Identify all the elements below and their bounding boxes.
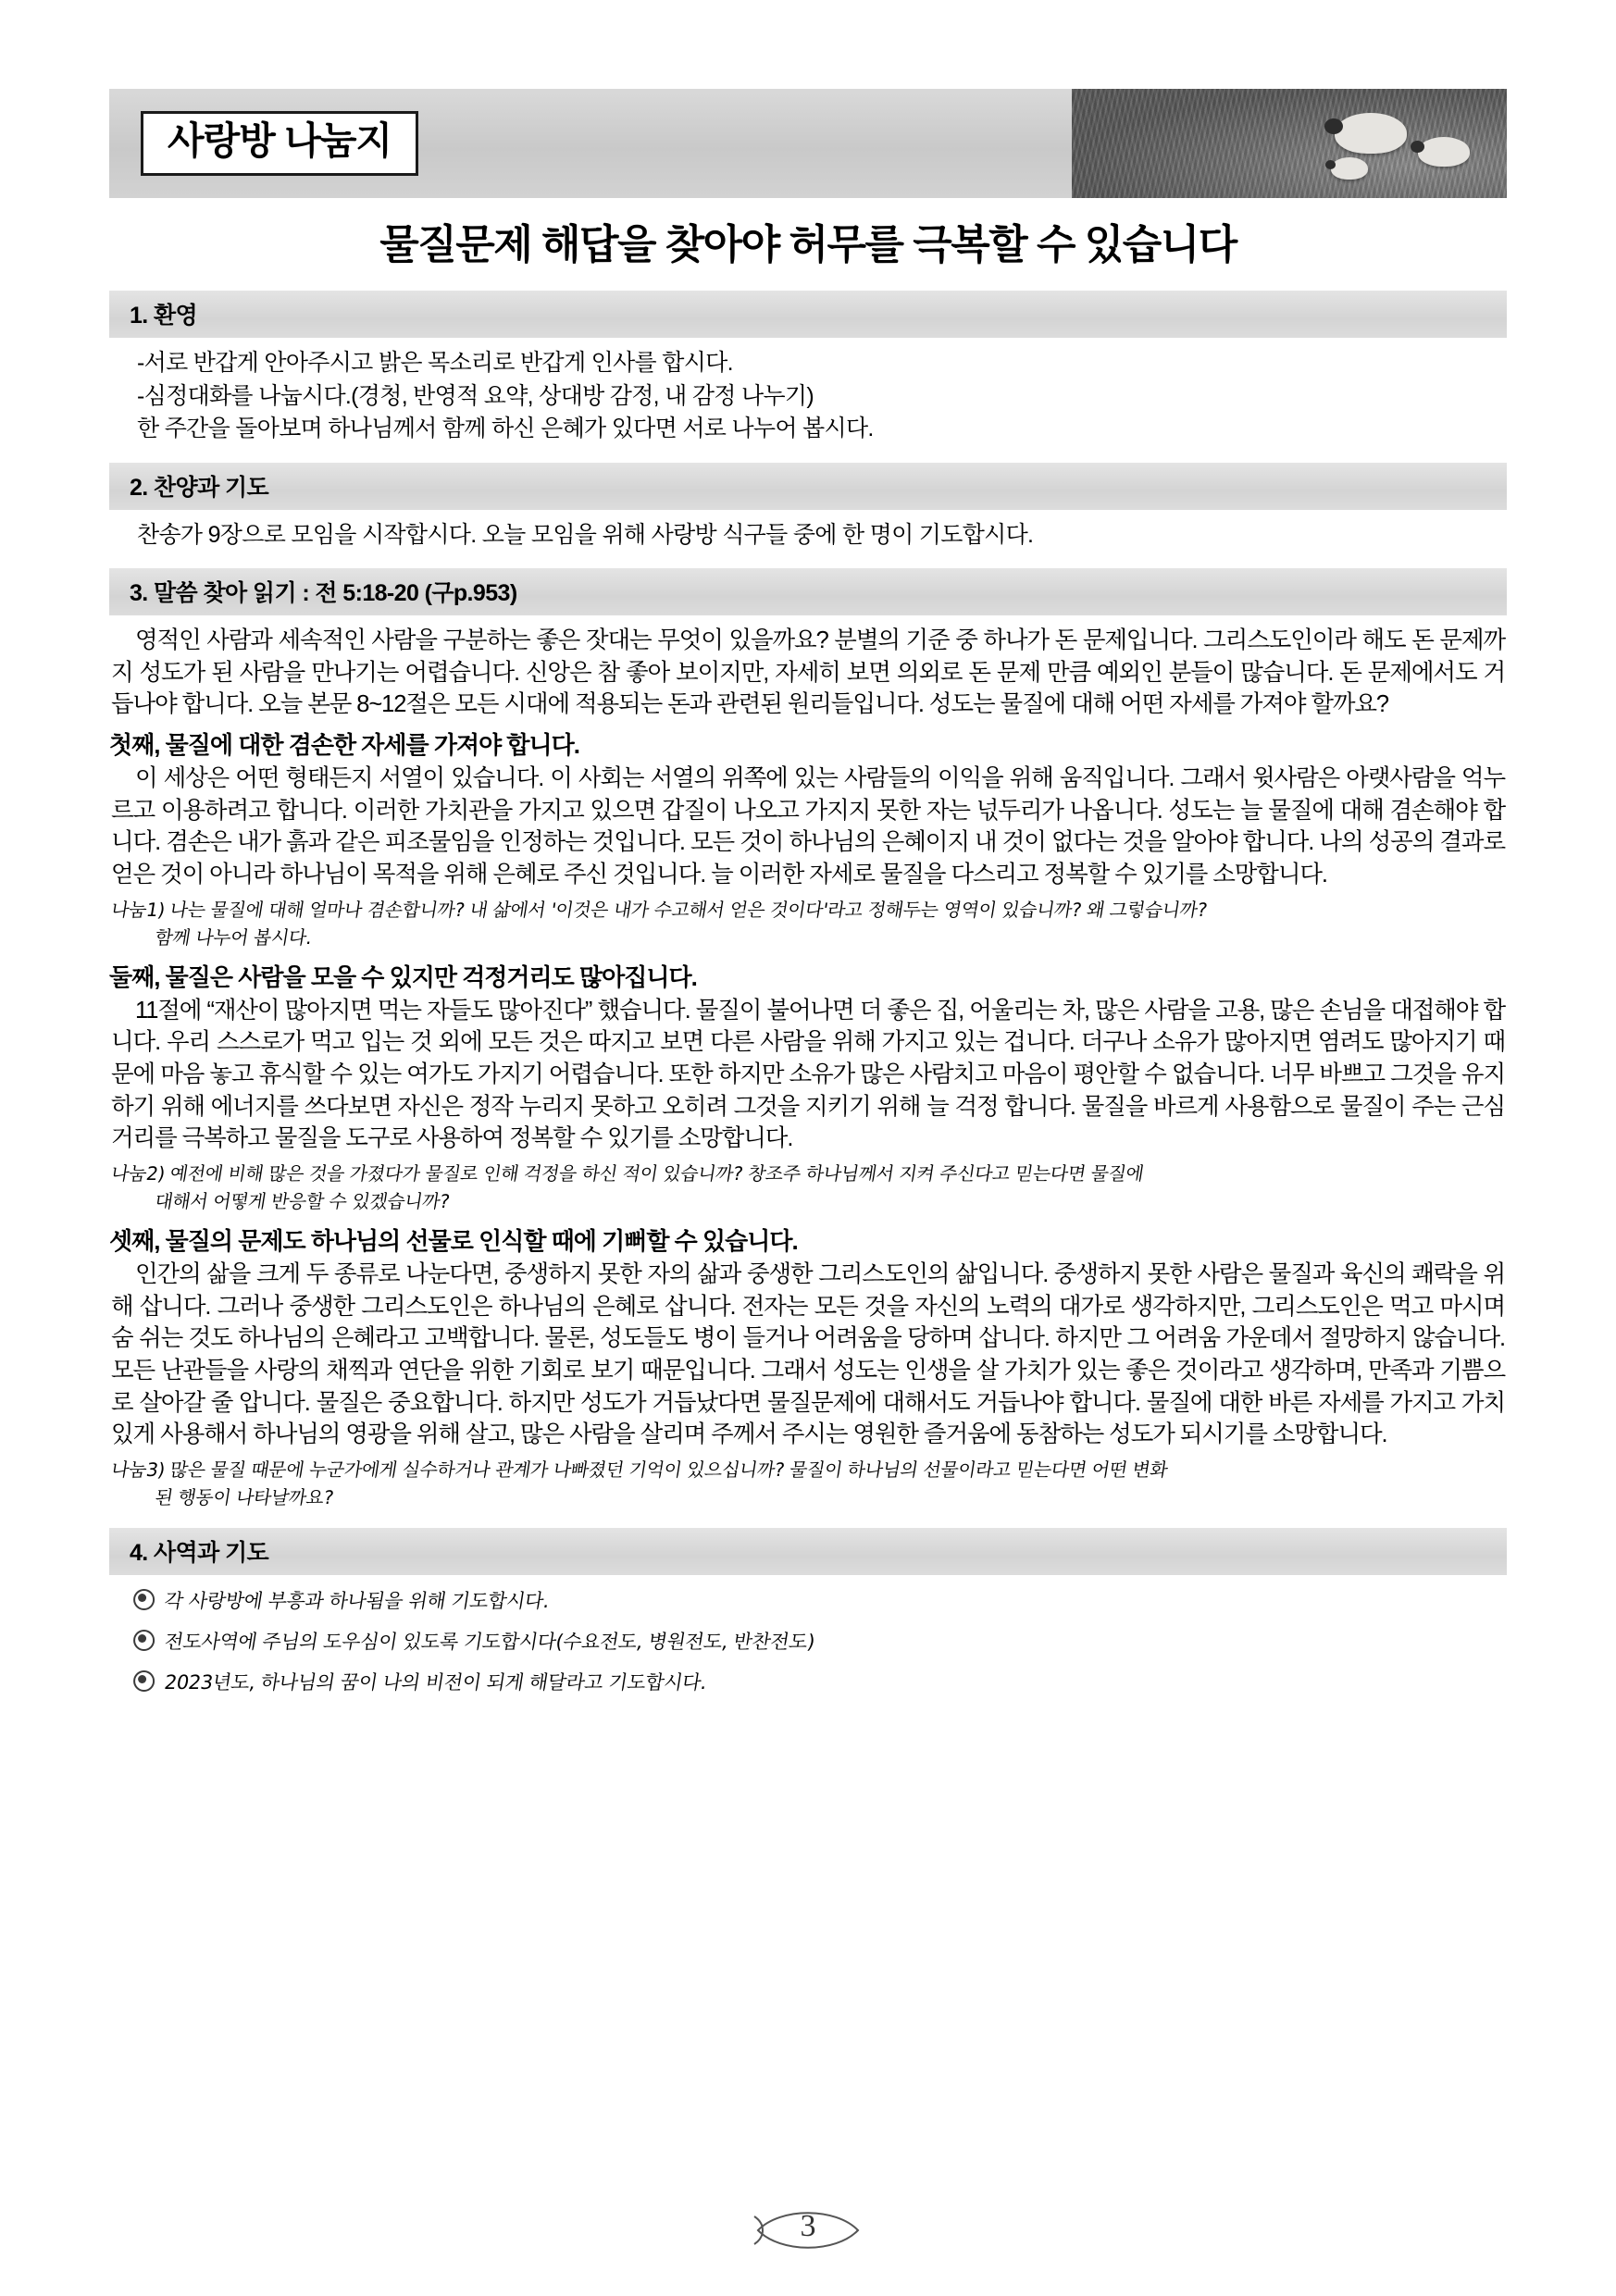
handwritten-note-1 <box>105 896 1511 951</box>
sheep-icon <box>1331 157 1368 180</box>
note-line: 대해서 어떻게 반응할 수 있겠습니까? <box>153 1190 452 1213</box>
handwritten-note-3 <box>105 1456 1511 1511</box>
section-body-praise <box>109 519 1507 552</box>
page-title: 물질문제 해답을 찾아야 허무를 극복할 수 있습니다 <box>379 222 1237 267</box>
point-text-2: 11절에 “재산이 많아지면 먹는 자들도 많아진다” 했습니다. 물질이 불어나면 더 좋은 집, 어울리는 차, 많은 사람을 고용, 많은 손님을 대접해야 합니다. 우리 스스로가 먹고 입는 것 외에 모든 것은 따지고 보면 다른 사람을 위해 가지고 있는 겁니다. 더구나 소유가 많아지면 염려도 많아지기 때문에 마음 놓고 휴식할 수 있는 여가도 가지기 어렵습니다. 또한 하지만 소유가 많은 사람치고 마음이 평안할 수 없습니다. 너무 바쁘고 그것을 유지하기 위해 에너지를 쓰다보면 자신은 정작 누리지 못하고 오히려 그것을 지키기 위해 늘 걱정 합니다. 물질을 바르게 사용함으로 물질이 주는 근심거리를 극복하고 물질을 도구로 사용하여 정복할 수 있기를 소망합니다. <box>111 997 1505 1152</box>
scripture-intro: 영적인 사람과 세속적인 사람을 구분하는 좋은 잣대는 무엇이 있을까요? 분별의 기준 중 하나가 돈 문제입니다. 그리스도인이라 해도 돈 문제까지 성도가 된 사람을 만나기는 어렵습니다. 신앙은 참 좋아 보이지만, 자세히 보면 의외로 돈 문제 만큼 예외인 분들이 많습니다. 돈 문제에서도 거듭나야 합니다. 오늘 본문 8~12절은 모든 시대에 적용되는 돈과 관련된 원리들입니다. 성도는 물질에 대해 어떤 자세를 가져야 할까요? <box>111 627 1505 718</box>
section-body-welcome <box>109 347 1507 446</box>
list-item-label: 2023년도, 하나님의 꿈이 나의 비전이 되게 해달라고 기도합시다. <box>162 1671 709 1694</box>
point-title-3: 셋째, 물질의 문제도 하나님의 선물로 인식할 때에 기뻐할 수 있습니다. <box>109 1227 798 1256</box>
praise-line: 찬송가 9장으로 모임을 시작합시다. 오늘 모임을 위해 사랑방 식구들 중에 한 명이 기도합시다. <box>137 521 1034 548</box>
sheep-photo <box>1072 89 1507 198</box>
section-heading-praise: 2. 찬양과 기도 <box>109 463 1507 510</box>
list-item <box>131 1586 1510 1614</box>
note-line: 나눔1) 나는 물질에 대해 얼마나 겸손합니까? 내 삶에서 '이것은 내가 수고해서 얻은 것이다'라고 정해두는 영역이 있습니까? 왜 그렇습니까? <box>109 898 1209 921</box>
section-heading-welcome: 1. 환영 <box>109 291 1507 338</box>
point-text-3: 인간의 삶을 크게 두 종류로 나눈다면, 중생하지 못한 자의 삶과 중생한 그리스도인의 삶입니다. 중생하지 못한 사람은 물질과 육신의 쾌락을 위해 삽니다. 그러나 중생한 그리스도인은 하나님의 은혜로 삽니다. 전자는 모든 것을 자신의 노력의 대가로 생각하지만, 그리스도인은 먹고 마시며 숨 쉬는 것도 하나님의 은혜라고 고백합니다. 물론, 성도들도 병이 들거나 어려움을 당하며 삽니다. 하지만 그 어려움 가운데서 절망하지 않습니다. 모든 난관들을 사랑의 채찍과 연단을 위한 기회로 보기 때문입니다. 그래서 성도는 인생을 살 가치가 있는 좋은 것이라고 생각하며, 만족과 기쁨으로 살아갈 줄 압니다. 물질은 중요합니다. 하지만 성도가 거듭났다면 물질문제에 대해서도 거듭나야 합니다. 물질에 대한 바른 자세를 가지고 가치 있게 사용해서 하나님의 영광을 위해 살고, 많은 사람을 살리며 주께서 주시는 영원한 즐거움에 동참하는 성도가 되시기를 소망합니다. <box>111 1261 1505 1448</box>
note-line: 나눔3) 많은 물질 때문에 누군가에게 실수하거나 관계가 나빠졌던 기억이 있으십니까? 물질이 하나님의 선물이라고 믿는다면 어떤 변화 <box>109 1458 1170 1482</box>
sheep-icon <box>1335 113 1407 154</box>
section-heading-scripture: 3. 말씀 찾아 읽기 : 전 5:18-20 (구p.953) <box>109 568 1507 615</box>
masthead-title: 사랑방 나눔지 <box>141 111 418 175</box>
list-item-label: 전도사역에 주님의 도우심이 있도록 기도합시다(수요전도, 병원전도, 반찬전도) <box>162 1631 816 1654</box>
list-item <box>131 1627 1510 1655</box>
handwritten-note-2 <box>105 1160 1511 1215</box>
list-item-label: 각 사랑방에 부흥과 하나됨을 위해 기도합시다. <box>162 1590 552 1613</box>
list-item <box>131 1668 1510 1695</box>
welcome-line: 한 주간을 돌아보며 하나님께서 함께 하신 은혜가 있다면 서로 나누어 봅시다. <box>137 416 874 441</box>
bullet-circle-icon <box>133 1630 155 1651</box>
header-band <box>109 89 1507 198</box>
note-line: 함께 나누어 봅시다. <box>153 925 314 949</box>
welcome-line: -서로 반갑게 안아주시고 밝은 목소리로 반갑게 인사를 합시다. <box>137 350 733 376</box>
fish-icon <box>749 2203 867 2257</box>
sheep-icon <box>1418 137 1470 167</box>
page-footer <box>0 2203 1616 2257</box>
point-title-1: 첫째, 물질에 대한 겸손한 자세를 가져야 합니다. <box>109 731 579 760</box>
prayer-list <box>109 1586 1507 1695</box>
bullet-circle-icon <box>133 1589 155 1610</box>
page-number: 3 <box>800 2209 816 2243</box>
note-line: 된 행동이 나타날까요? <box>153 1486 335 1509</box>
bullet-circle-icon <box>133 1670 155 1692</box>
note-line: 나눔2) 예전에 비해 많은 것을 가졌다가 물질로 인해 걱정을 하신 적이 있습니까? 창조주 하나님께서 지켜 주신다고 믿는다면 물질에 <box>109 1162 1146 1185</box>
section-heading-ministry: 4. 사역과 기도 <box>109 1528 1507 1575</box>
point-title-2: 둘째, 물질은 사람을 모을 수 있지만 걱정거리도 많아집니다. <box>109 962 697 991</box>
welcome-line: -심정대화를 나눕시다.(경청, 반영적 요약, 상대방 감정, 내 감정 나누기) <box>137 382 814 409</box>
point-text-1: 이 세상은 어떤 형태든지 서열이 있습니다. 이 사회는 서열의 위쪽에 있는 사람들의 이익을 위해 움직입니다. 그래서 윗사람은 아랫사람을 억누르고 이용하려고 합니다. 이러한 가치관을 가지고 있으면 갑질이 나오고 가지지 못한 자는 넋두리가 나옵니다. 성도는 늘 물질에 대해 겸손해야 합니다. 겸손은 내가 흙과 같은 피조물임을 인정하는 것입니다. 모든 것이 하나님의 은혜이지 내 것이 없다는 것을 알아야 합니다. 나의 성공의 결과로 얻은 것이 아니라 하나님이 목적을 위해 은혜로 주신 것입니다. 늘 이러한 자세로 물질을 다스리고 정복할 수 있기를 소망합니다. <box>111 765 1505 888</box>
